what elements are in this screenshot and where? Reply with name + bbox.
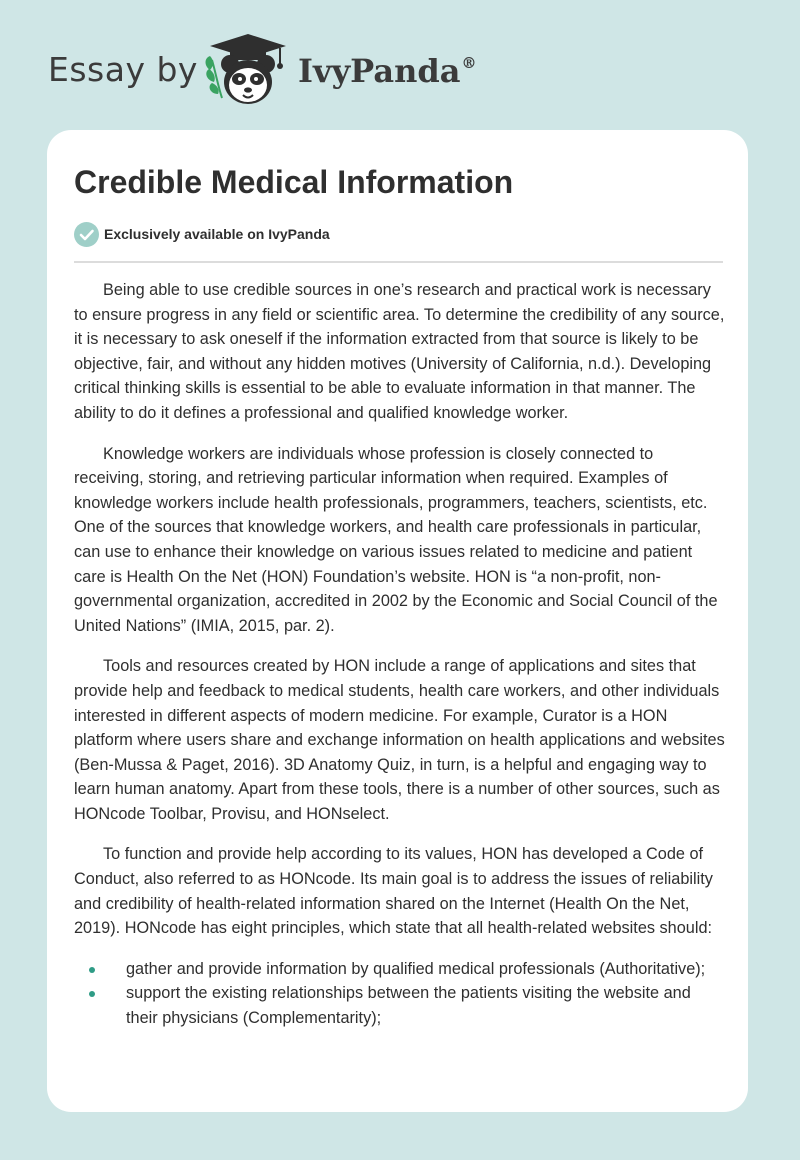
bullet-icon [89,967,95,973]
panda-graduate-logo-icon [200,30,292,110]
list-item [74,981,726,1030]
list-item-text: support the existing relationships between the patients visiting the website and their physicians (Complementarity); [126,984,691,1028]
paragraph: Being able to use credible sources in one’s research and practical work is necessary to ensure progress in any field or scientific area. To determine the credibility of any source, it is necessary to ask oneself if the information extracted from that source is likely to be objective, fair, and without any hidden motives (University of California, n.d.). Developing critical thinking skills is essential to be able to evaluate information in that manner. The ability to do it defines a professional and qualified knowledge worker. [74,281,725,422]
brand-header [48,30,477,110]
brand-prefix: Essay by [48,50,198,89]
essay-body [74,278,726,1031]
paragraph: Knowledge workers are individuals whose profession is closely connected to receiving, storing, and retrieving particular information when required. Examples of knowledge workers include health professionals, programmers, teachers, scientists, etc. One of the sources that knowledge workers, and health care professionals in particular, can use to enhance their knowledge on various issues related to medicine and patient care is Health On the Net (HON) Foundation’s website. HON is “a non-profit, non-governmental organization, accredited in 2002 by the Economic and Social Council of the United Nations” (IMIA, 2015, par. 2). [74,444,718,635]
list-item [74,957,726,982]
page-title: Credible Medical Information [74,164,514,200]
brand-name: IvyPanda® [298,52,477,90]
divider [74,261,723,263]
essay-card [47,130,748,1112]
paragraph: Tools and resources created by HON include a range of applications and sites that provide help and feedback to medical students, health care workers, and other individuals interested in different aspects of modern medicine. For example, Curator is a HON platform where users share and exchange information on health applications and websites (Ben-Mussa & Paget, 2016). 3D Anatomy Quiz, in turn, is a helpful and engaging way to learn human anatomy. Apart from these tools, there is a number of other sources, such as HONcode Toolbar, Provisu, and HONselect. [74,657,725,823]
exclusive-badge [74,221,330,247]
check-circle-icon [74,222,99,247]
badge-text: Exclusively available on IvyPanda [104,226,330,242]
bullet-icon [89,991,95,997]
registered-mark: ® [461,54,477,72]
paragraph: To function and provide help according to its values, HON has developed a Code of Conduct, also referred to as HONcode. Its main goal is to address the issues of reliability and credibility of health-related information shared on the Internet (Health On the Net, 2019). HONcode has eight principles, which state that all health-related websites should: [74,845,713,938]
list-item-text: gather and provide information by qualified medical professionals (Authoritative); [126,959,706,978]
principles-list [74,957,726,1031]
